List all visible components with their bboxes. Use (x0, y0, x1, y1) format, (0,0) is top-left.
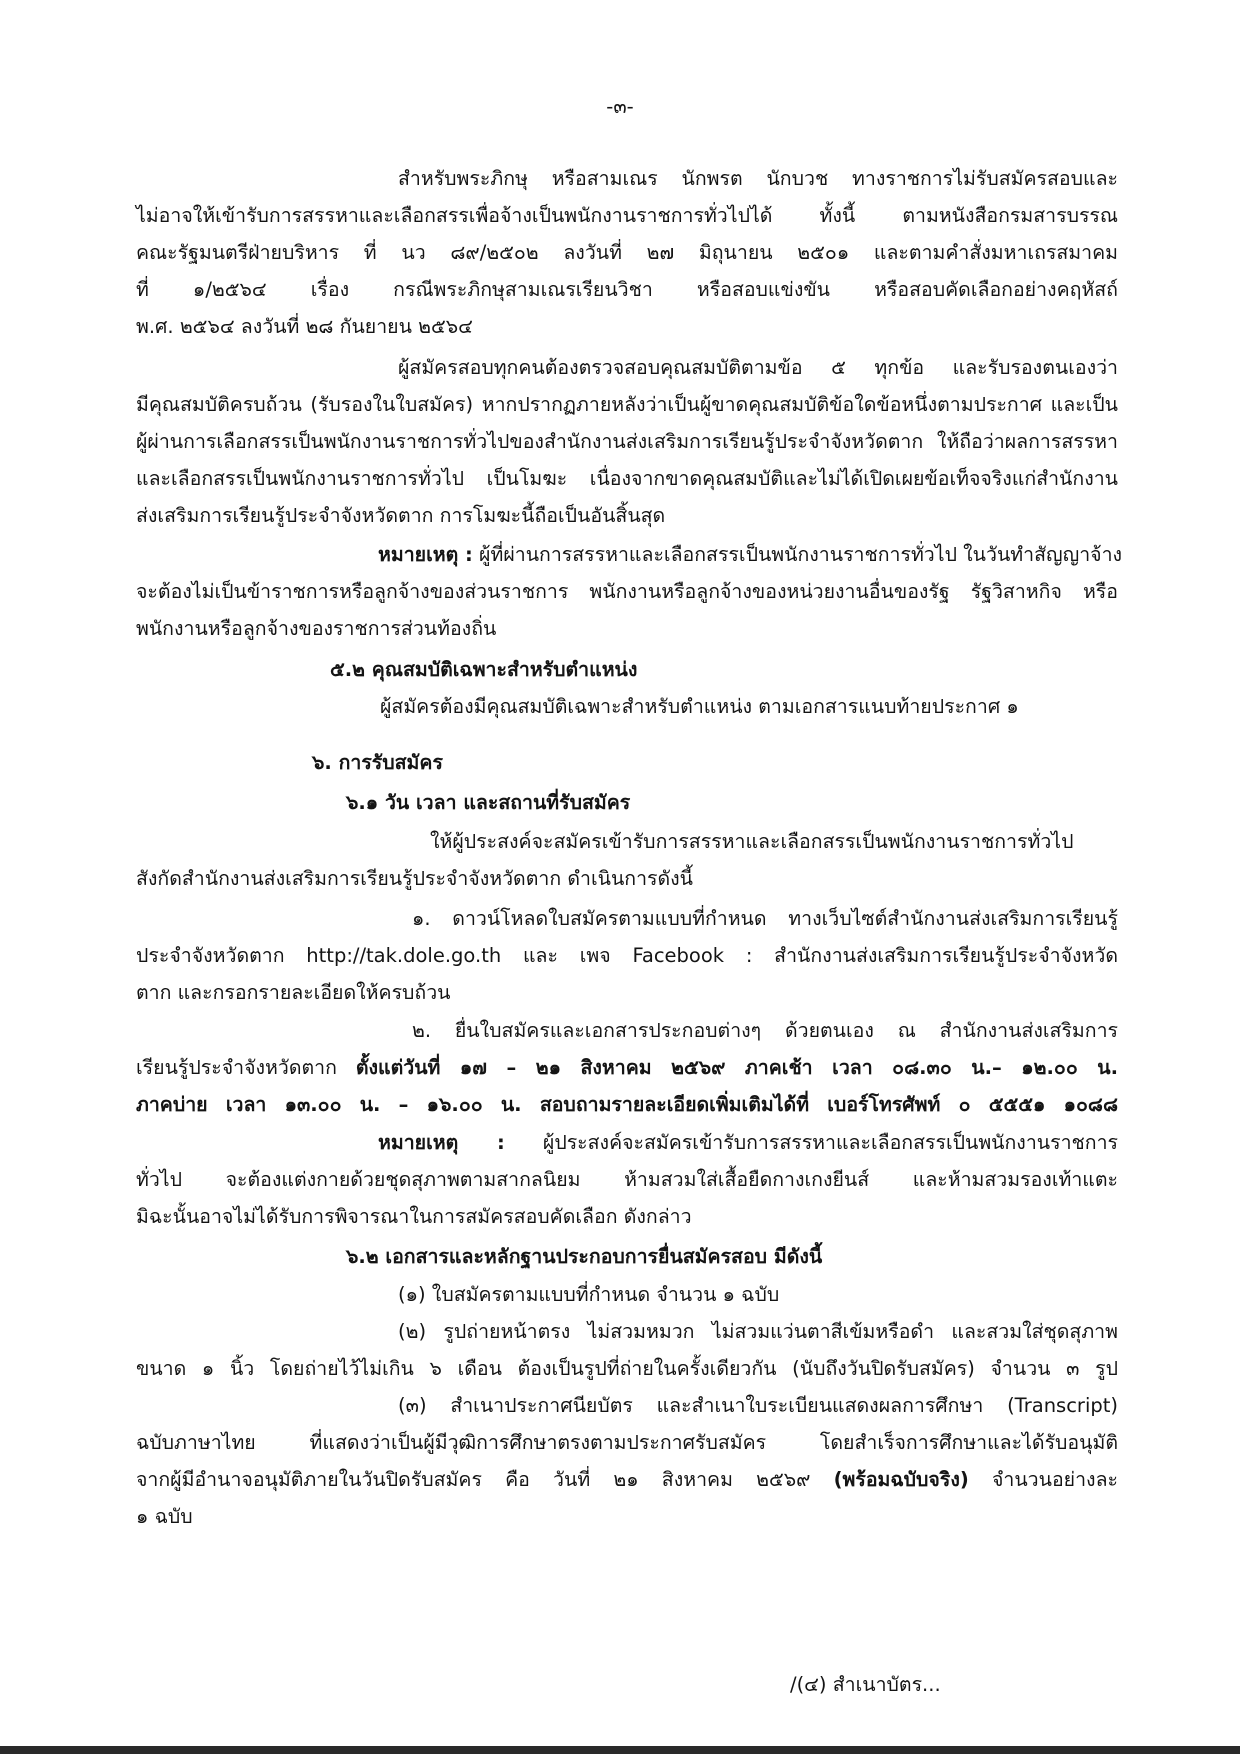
application-dates: ตั้งแต่วันที่ ๑๗ – ๒๑ สิงหาคม ๒๕๖๙ ภาคเช้า เวลา ๐๘.๓๐ น.– ๑๒.๐๐ น. (355, 1056, 1118, 1079)
note-line: ทั่วไป จะต้องแต่งกายด้วยชุดสุภาพตามสากลนิยม ห้ามสวมใส่เสื้อยืดกางเกงยีนส์ และห้ามสวมรองเท้าแตะ (136, 1168, 1118, 1191)
monk-paragraph-line: พ.ศ. ๒๕๖๔ ลงวันที่ ๒๘ กันยายน ๒๕๖๔ (136, 315, 473, 338)
item-1-line: ๑. ดาวน์โหลดใบสมัครตามแบบที่กำหนด ทางเว็บไซต์สำนักงานส่งเสริมการเรียนรู้ (412, 907, 1118, 930)
section-5-2-heading: ๕.๒ คุณสมบัติเฉพาะสำหรับตำแหน่ง (330, 658, 638, 681)
section-6-2-heading: ๖.๒ เอกสารและหลักฐานประกอบการยื่นสมัครสอบ มีดังนี้ (346, 1245, 823, 1268)
item-1-line: ตาก และกรอกรายละเอียดให้ครบถ้วน (136, 981, 451, 1004)
monk-paragraph-line: คณะรัฐมนตรีฝ่ายบริหาร ที่ นว ๘๙/๒๕๐๒ ลงวันที่ ๒๗ มิถุนายน ๒๕๐๑ และตามคำสั่งมหาเถรสมาคม (136, 241, 1118, 264)
item-2-line (136, 1053, 1118, 1083)
item-2-plain: เรียนรู้ประจำจังหวัดตาก (136, 1056, 356, 1079)
item-1-line: ประจำจังหวัดตาก http://tak.dole.go.th และ เพจ Facebook : สำนักงานส่งเสริมการเรียนรู้ประจำจังหวัด (136, 944, 1118, 967)
verify-paragraph-line: ผู้ผ่านการเลือกสรรเป็นพนักงานราชการทั่วไปของสำนักงานส่งเสริมการเรียนรู้ประจำจังหวัดตาก ให้ถือว่าผลการสรรหา (136, 430, 1118, 453)
monk-paragraph-line: ไม่อาจให้เข้ารับการสรรหาและเลือกสรรเพื่อจ้างเป็นพนักงานราชการทั่วไปได้ ทั้งนี้ ตามหนังสือกรมสารบรรณ (136, 204, 1118, 227)
note-line: พนักงานหรือลูกจ้างของราชการส่วนท้องถิ่น (136, 617, 497, 640)
monk-paragraph-line: สำหรับพระภิกษุ หรือสามเณร นักพรต นักบวช ทางราชการไม่รับสมัครสอบและ (398, 167, 1118, 190)
continued-footer: /(๔) สำเนาบัตร... (790, 1673, 941, 1696)
note-text: ผู้ที่ผ่านการสรรหาและเลือกสรรเป็นพนักงานราชการทั่วไป ในวันทำสัญญาจ้าง (472, 543, 1123, 566)
document-item-2-line: (๒) รูปถ่ายหน้าตรง ไม่สวมหมวก ไม่สวมแว่นตาสีเข้มหรือดำ และสวมใส่ชุดสุภาพ (398, 1320, 1118, 1343)
note-label: หมายเหตุ : (378, 1131, 505, 1154)
document-item-3-tail: จำนวนอย่างละ (968, 1468, 1118, 1491)
document-item-3-line: ๑ ฉบับ (136, 1505, 193, 1528)
original-copy-note: (พร้อมฉบับจริง) (833, 1468, 969, 1491)
item-2-line: ๒. ยื่นใบสมัครและเอกสารประกอบต่างๆ ด้วยตนเอง ณ สำนักงานส่งเสริมการ (412, 1019, 1118, 1042)
document-item-3-line (136, 1465, 1118, 1495)
verify-paragraph-line: ส่งเสริมการเรียนรู้ประจำจังหวัดตาก การโมฆะนี้ถือเป็นอันสิ้นสุด (136, 504, 666, 527)
page-number: -๓- (606, 95, 634, 118)
note-label: หมายเหตุ : (378, 543, 473, 566)
monk-paragraph-line: ที่ ๑/๒๕๖๔ เรื่อง กรณีพระภิกษุสามเณรเรียนวิชา หรือสอบแข่งขัน หรือสอบคัดเลือกอย่างคฤหัสถ์ (136, 278, 1118, 301)
application-hours-contact: ภาคบ่าย เวลา ๑๓.๐๐ น. – ๑๖.๐๐ น. สอบถามรายละเอียดเพิ่มเติมได้ที่ เบอร์โทรศัพท์ ๐ ๕๕๕๑ ๑๐๘๘ (136, 1093, 1118, 1116)
verify-paragraph-line: และเลือกสรรเป็นพนักงานราชการทั่วไป เป็นโมฆะ เนื่องจากขาดคุณสมบัติและไม่ได้เปิดเผยข้อเท็จจริงแก่สำนักงาน (136, 467, 1118, 490)
section-5-2-text: ผู้สมัครต้องมีคุณสมบัติเฉพาะสำหรับตำแหน่ง ตามเอกสารแนบท้ายประกาศ ๑ (380, 695, 1019, 718)
document-item-3-plain: จากผู้มีอำนาจอนุมัติภายในวันปิดรับสมัคร คือ วันที่ ๒๑ สิงหาคม ๒๕๖๙ (136, 1468, 834, 1491)
note-line: มิฉะนั้นอาจไม่ได้รับการพิจารณาในการสมัครสอบคัดเลือก ดังกล่าว (136, 1205, 692, 1228)
document-item-3-line: ฉบับภาษาไทย ที่แสดงว่าเป็นผู้มีวุฒิการศึกษาตรงตามประกาศรับสมัคร โดยสำเร็จการศึกษาและได้รับอนุมัติ (136, 1431, 1118, 1454)
note-line (378, 540, 1123, 570)
section-6-heading: ๖. การรับสมัคร (312, 751, 443, 774)
document-item-3-line: (๓) สำเนาประกาศนียบัตร และสำเนาใบระเบียนแสดงผลการศึกษา (Transcript) (398, 1394, 1118, 1417)
intro-line: ให้ผู้ประสงค์จะสมัครเข้ารับการสรรหาและเลือกสรรเป็นพนักงานราชการทั่วไป (430, 830, 1074, 853)
intro-line: สังกัดสำนักงานส่งเสริมการเรียนรู้ประจำจังหวัดตาก ดำเนินการดังนี้ (136, 867, 694, 890)
document-item-1: (๑) ใบสมัครตามแบบที่กำหนด จำนวน ๑ ฉบับ (398, 1283, 780, 1306)
note-line: จะต้องไม่เป็นข้าราชการหรือลูกจ้างของส่วนราชการ พนักงานหรือลูกจ้างของหน่วยงานอื่นของรัฐ รัฐวิสาหกิจ หรือ (136, 580, 1118, 603)
note-text: ผู้ประสงค์จะสมัครเข้ารับการสรรหาและเลือกสรรเป็นพนักงานราชการ (504, 1131, 1118, 1154)
note-line (378, 1128, 1118, 1158)
verify-paragraph-line: มีคุณสมบัติครบถ้วน (รับรองในใบสมัคร) หากปรากฏภายหลังว่าเป็นผู้ขาดคุณสมบัติข้อใดข้อหนึ่งตามประกาศ และเป็น (136, 393, 1118, 416)
document-item-2-line: ขนาด ๑ นิ้ว โดยถ่ายไว้ไม่เกิน ๖ เดือน ต้องเป็นรูปที่ถ่ายในครั้งเดียวกัน (นับถึงวันปิดรับสมัคร) จำนวน ๓ รูป (136, 1357, 1118, 1380)
verify-paragraph-line: ผู้สมัครสอบทุกคนต้องตรวจสอบคุณสมบัติตามข้อ ๕ ทุกข้อ และรับรองตนเองว่า (398, 356, 1118, 379)
section-6-1-heading: ๖.๑ วัน เวลา และสถานที่รับสมัคร (346, 791, 631, 814)
scan-bottom-edge (0, 1746, 1240, 1754)
